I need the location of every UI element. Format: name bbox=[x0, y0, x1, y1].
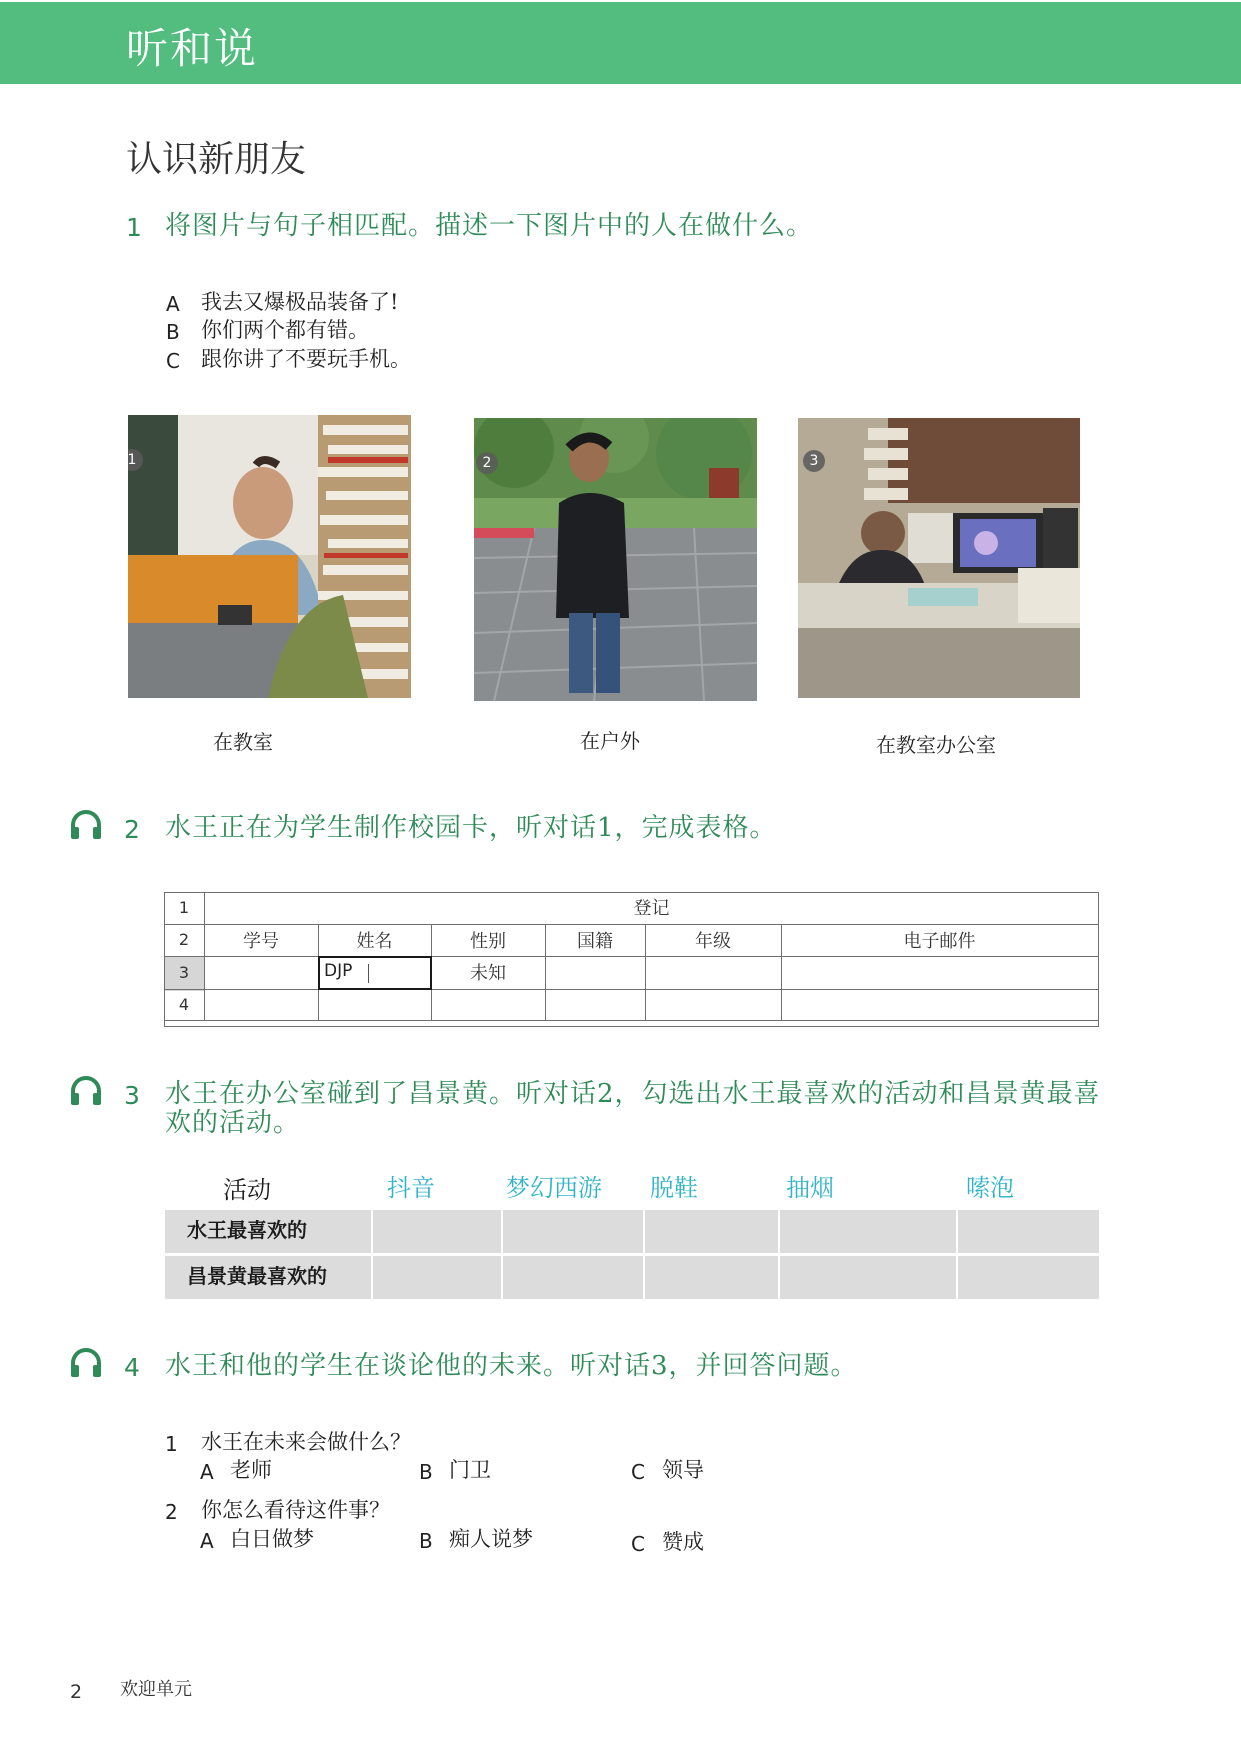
q1-option-b-letter[interactable]: B bbox=[419, 1460, 433, 1484]
row-number: 2 bbox=[178, 930, 190, 949]
page-number: 2 bbox=[70, 1681, 83, 1703]
row-number: 1 bbox=[178, 898, 190, 917]
unit-name: 欢迎单元 bbox=[120, 1679, 192, 1700]
exercise-4-instruction: 水王和他的学生在谈论他的未来。听对话3，并回答问题。 bbox=[165, 1351, 858, 1381]
header-nationality: 国籍 bbox=[577, 931, 613, 952]
ex1-option-a-letter: A bbox=[166, 292, 180, 316]
row-label-changjinghuang: 昌景黄最喜欢的 bbox=[187, 1264, 327, 1288]
photo-classroom bbox=[128, 415, 411, 698]
table-title: 登记 bbox=[633, 898, 670, 919]
photo-2-caption: 在户外 bbox=[580, 729, 640, 753]
exercise-3-instruction-line1: 水王在办公室碰到了昌景黄。听对话2，勾选出水王最喜欢的活动和昌景黄最喜 bbox=[165, 1079, 1101, 1109]
activity-col-1: 抖音 bbox=[387, 1174, 435, 1202]
exercise-3-instruction-line2: 欢的活动。 bbox=[165, 1108, 301, 1138]
exercise-3-number: 3 bbox=[124, 1081, 140, 1110]
row-number: 4 bbox=[178, 995, 190, 1014]
check-cell[interactable] bbox=[958, 1256, 1099, 1299]
cell-nationality[interactable] bbox=[546, 957, 645, 989]
exercise-4-number: 4 bbox=[124, 1353, 140, 1382]
headphone-icon[interactable] bbox=[69, 808, 103, 842]
active-cell-name[interactable] bbox=[318, 956, 432, 990]
exercise-1-instruction: 将图片与句子相匹配。描述一下图片中的人在做什么。 bbox=[165, 211, 814, 241]
ex1-option-b-text: 你们两个都有错。 bbox=[201, 318, 369, 342]
ex1-option-b-letter: B bbox=[166, 320, 180, 344]
q2-option-b-letter[interactable]: B bbox=[419, 1529, 433, 1553]
q2-option-c-text[interactable]: 赞成 bbox=[662, 1530, 704, 1554]
header-name: 姓名 bbox=[356, 931, 393, 952]
check-cell[interactable] bbox=[503, 1210, 643, 1253]
question-1-text: 水王在未来会做什么？ bbox=[201, 1430, 411, 1454]
question-2-text: 你怎么看待这件事？ bbox=[201, 1498, 390, 1522]
headphone-icon[interactable] bbox=[69, 1074, 103, 1108]
header-email: 电子邮件 bbox=[903, 931, 976, 952]
check-cell[interactable] bbox=[645, 1256, 778, 1299]
activity-col-2: 梦幻西游 bbox=[506, 1174, 602, 1202]
photo-office bbox=[798, 418, 1080, 698]
cell-student-id[interactable] bbox=[205, 957, 318, 989]
question-1-number: 1 bbox=[165, 1432, 178, 1456]
q2-option-a-letter[interactable]: A bbox=[200, 1529, 214, 1553]
activity-col-3: 脱鞋 bbox=[650, 1174, 698, 1202]
check-cell[interactable] bbox=[503, 1256, 643, 1299]
photo-1-caption: 在教室 bbox=[213, 730, 273, 754]
header-gender: 性别 bbox=[470, 931, 506, 952]
q1-option-c-letter[interactable]: C bbox=[631, 1460, 645, 1484]
exercise-1-number: 1 bbox=[126, 213, 142, 242]
activity-col-5: 嗦泡 bbox=[966, 1174, 1014, 1202]
question-2-number: 2 bbox=[165, 1500, 178, 1524]
registration-table bbox=[164, 892, 1099, 1027]
check-cell[interactable] bbox=[373, 1256, 501, 1299]
activity-table bbox=[165, 1170, 1099, 1300]
ex1-option-c-text: 跟你讲了不要玩手机。 bbox=[201, 347, 411, 371]
exercise-2-instruction: 水王正在为学生制作校园卡，听对话1，完成表格。 bbox=[165, 813, 777, 843]
ex1-option-a-text: 我去又爆极品装备了! bbox=[201, 290, 399, 314]
section-title: 认识新朋友 bbox=[126, 139, 307, 180]
activity-col-4: 抽烟 bbox=[786, 1174, 834, 1202]
q1-option-c-text[interactable]: 领导 bbox=[662, 1458, 704, 1482]
photo-3-number: 3 bbox=[803, 450, 825, 472]
photo-outdoors bbox=[474, 418, 757, 701]
photo-1-number: 1 bbox=[128, 449, 143, 471]
check-cell[interactable] bbox=[780, 1210, 956, 1253]
check-cell[interactable] bbox=[958, 1210, 1099, 1253]
check-cell[interactable] bbox=[780, 1256, 956, 1299]
cell-gender-value[interactable]: 未知 bbox=[470, 963, 506, 984]
header-title: 听和说 bbox=[126, 24, 259, 73]
q2-option-a-text[interactable]: 白日做梦 bbox=[230, 1527, 314, 1551]
check-cell[interactable] bbox=[373, 1210, 501, 1253]
exercise-2-number: 2 bbox=[124, 815, 140, 844]
q2-option-c-letter[interactable]: C bbox=[631, 1532, 645, 1556]
q1-option-a-text[interactable]: 老师 bbox=[230, 1458, 272, 1482]
q1-option-a-letter[interactable]: A bbox=[200, 1460, 214, 1484]
cell-email[interactable] bbox=[782, 957, 1098, 989]
photo-2-number: 2 bbox=[476, 452, 498, 474]
q2-option-b-text[interactable]: 痴人说梦 bbox=[449, 1527, 533, 1551]
check-cell[interactable] bbox=[645, 1210, 778, 1253]
header-student-id: 学号 bbox=[243, 931, 279, 952]
row-label-shuiwang: 水王最喜欢的 bbox=[187, 1218, 307, 1242]
cell-grade[interactable] bbox=[646, 957, 781, 989]
activity-header-label: 活动 bbox=[223, 1176, 271, 1204]
photo-3-caption: 在教室办公室 bbox=[876, 733, 996, 757]
headphone-icon[interactable] bbox=[69, 1346, 103, 1380]
text-cursor bbox=[368, 964, 369, 983]
q1-option-b-text[interactable]: 门卫 bbox=[449, 1458, 491, 1482]
cell-name-value: DJP bbox=[324, 961, 353, 981]
header-grade: 年级 bbox=[695, 931, 731, 952]
row-number: 3 bbox=[178, 963, 190, 982]
ex1-option-c-letter: C bbox=[166, 349, 180, 373]
